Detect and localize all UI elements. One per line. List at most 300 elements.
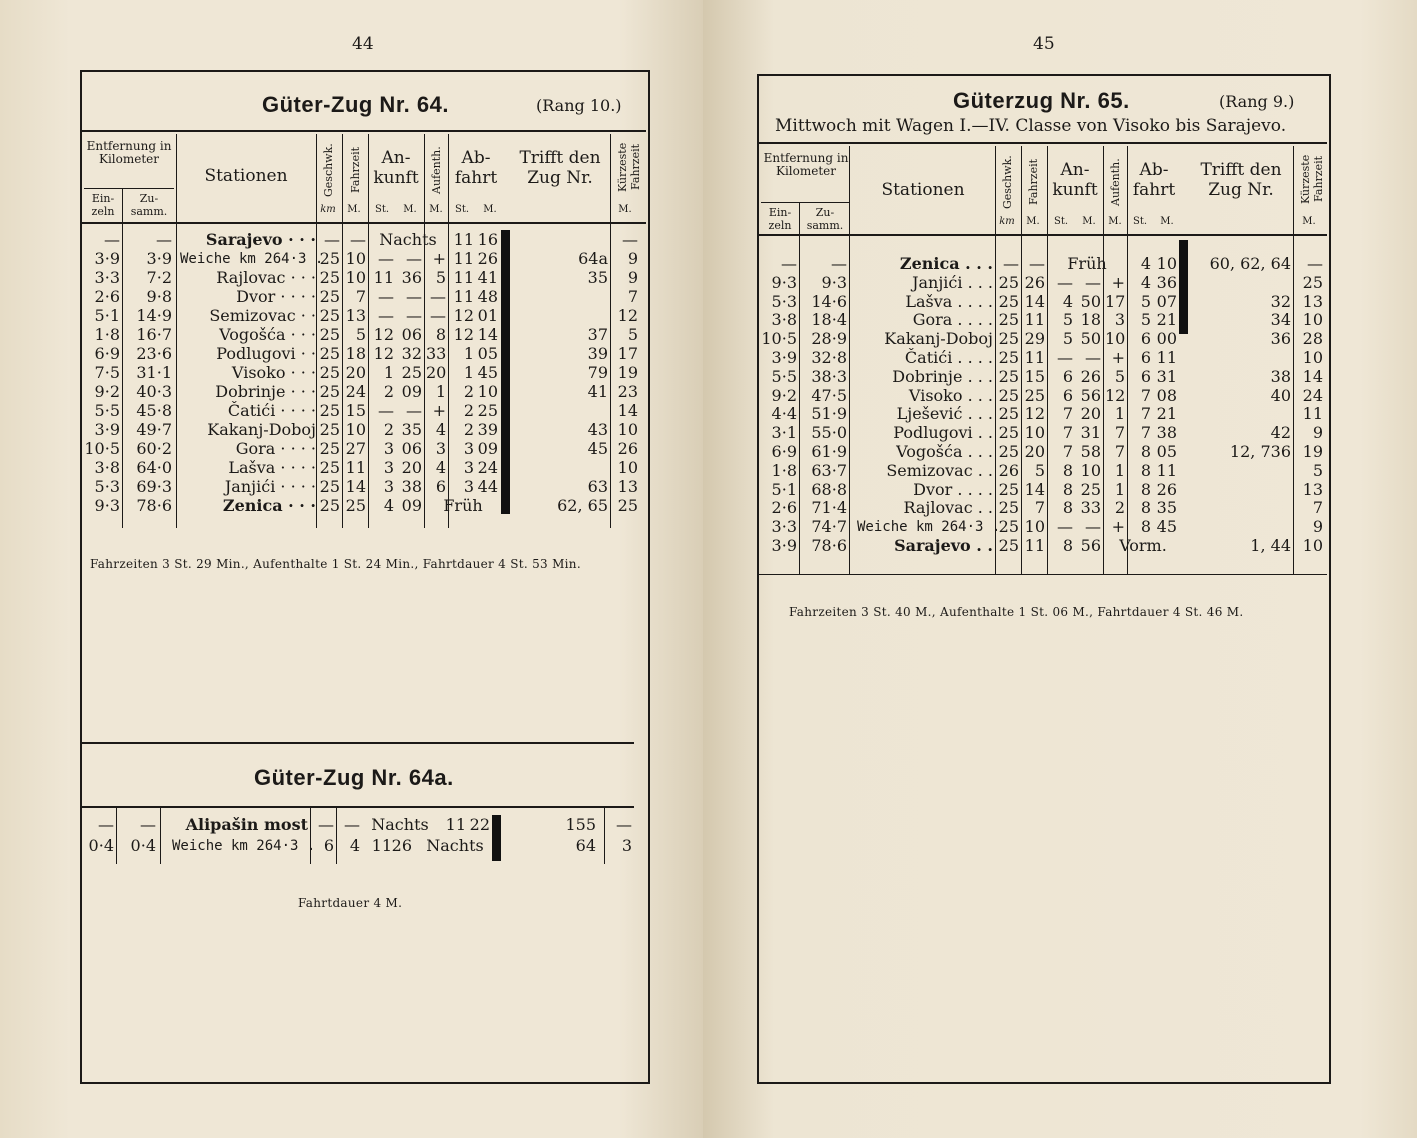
cell-zusamm: 51·9 (811, 404, 847, 424)
cell-geschwk: 25 (319, 306, 340, 325)
left-page (0, 0, 703, 1138)
cell-kuerzeste: 17 (617, 344, 638, 363)
cell-aufenth: 12 (1105, 385, 1126, 405)
cell-aufenth: 3 (435, 439, 446, 458)
cell-kuerzeste: 14 (617, 401, 638, 420)
cell-trifft: 45 (587, 439, 608, 458)
unit-st: St. (1053, 216, 1069, 227)
cell-zusamm: 45·8 (136, 401, 172, 420)
rule (761, 202, 849, 203)
cell-abfahrt-st: 5 (1140, 291, 1151, 311)
cell-aufenth: 1 (1114, 479, 1125, 499)
cell-kuerzeste: 9 (627, 268, 638, 287)
cell-ankunft-st: — (378, 401, 394, 420)
cell-ankunft-st: 4 (383, 496, 394, 515)
cell-abfahrt-st: 11 (453, 268, 474, 287)
cell-ankunft-st: 7 (1062, 404, 1073, 424)
cell-fahrzeit: 20 (345, 363, 366, 382)
cell-zusamm: 18·4 (811, 310, 847, 330)
rule (116, 808, 117, 864)
rule (122, 188, 123, 528)
cell-zusamm: 61·9 (811, 442, 847, 461)
cell-ankunft-st: 3 (383, 458, 394, 477)
cell-abfahrt-st: 3 (463, 477, 474, 496)
cell-zusamm: 7·2 (146, 268, 172, 287)
cell-ankunft-m: 25 (401, 363, 422, 382)
cell-trifft: 64a (578, 249, 608, 268)
cell-aufenth: Vorm. (1119, 536, 1167, 555)
cell-kuerzeste: 25 (617, 496, 638, 515)
cell-fahrzeit: 7 (355, 287, 366, 306)
cell-abfahrt-m: 45 (477, 363, 498, 382)
cell-einzeln: 6·9 (94, 344, 120, 363)
cell-zusamm: — (156, 230, 172, 249)
cell-aufenth: 7 (1114, 442, 1125, 461)
cell-ankunft-m: 26 (1080, 366, 1101, 386)
cell-zusamm: 78·6 (811, 536, 847, 555)
rule (759, 574, 1327, 575)
cell-ankunft-st: — (378, 249, 394, 268)
cell-ankunft-m: 06 (401, 325, 422, 344)
cell-aufenth: 20 (426, 363, 447, 382)
cell-geschwk: 25 (998, 479, 1019, 499)
cell-ankunft-m: 31 (1080, 423, 1101, 443)
unit-km: km (320, 204, 336, 215)
cell-fahrzeit: 7 (1034, 498, 1045, 518)
cell-abfahrt-m: 31 (1156, 366, 1177, 386)
cell-ankunft-m: — (406, 249, 422, 268)
cell-abfahrt-m: 07 (1156, 291, 1177, 311)
cell-kuerzeste: 5 (627, 325, 638, 344)
unit-m: M. (1082, 216, 1096, 227)
cell-fahrzeit: 18 (345, 344, 366, 363)
cell-ankunft-st: — (1057, 272, 1073, 292)
cell-zusamm: 63·7 (811, 460, 847, 480)
cell-ankunft-m: 09 (401, 382, 422, 401)
cell-abfahrt-st: 11 (445, 815, 466, 834)
cell-einzeln: 6·9 (771, 442, 797, 461)
cell-einzeln: 7·5 (94, 363, 120, 382)
cell-ankunft-m: 06 (401, 439, 422, 458)
cell-zusamm: 49·7 (136, 420, 172, 439)
cell-ankunft-st: 4 (1062, 291, 1073, 311)
cell-geschwk: 25 (998, 498, 1019, 518)
cell-geschwk: 25 (319, 287, 340, 306)
cell-abfahrt-m: 01 (477, 306, 498, 325)
cell-ankunft-st: 7 (1062, 442, 1073, 461)
cell-station: Kakanj-Doboj (207, 420, 316, 439)
rule (1127, 146, 1128, 574)
cell-abfahrt-m: 22 (469, 815, 490, 834)
cell-kuerzeste: 14 (1302, 366, 1323, 386)
cell-aufenth: 2 (1114, 498, 1125, 518)
cell-station: Weiche km 264·3 . (172, 838, 316, 854)
cell-abfahrt-m: 21 (1156, 310, 1177, 330)
cell-ankunft-m: 09 (401, 496, 422, 515)
cell-station: Čatići · · · · (227, 401, 316, 420)
cell-kuerzeste: — (1307, 254, 1323, 273)
cell-station: Sarajevo · · · (205, 230, 316, 249)
cell-abfahrt-m: 36 (1156, 272, 1177, 292)
header-ankunft: An-kunft (1052, 160, 1098, 200)
cell-station: Alipašin most (185, 815, 308, 834)
cell-zusamm: 32·8 (811, 348, 847, 367)
cell-station: Vogošća . . . (896, 442, 993, 461)
cell-ankunft-m: 50 (1080, 329, 1101, 349)
cell-kuerzeste: 10 (1302, 536, 1323, 555)
cell-abfahrt-m: 26 (1156, 479, 1177, 499)
cell-aufenth: 17 (1105, 291, 1126, 311)
rule (424, 134, 425, 528)
cell-abfahrt-m: 48 (477, 287, 498, 306)
rule (336, 808, 337, 864)
cell-abfahrt-m: 00 (1156, 329, 1177, 349)
cell-ankunft-st: 2 (383, 382, 394, 401)
cell-geschwk: 25 (319, 477, 340, 496)
cell-aufenth: Früh (443, 496, 483, 515)
unit-m: M. (347, 204, 361, 215)
header-zusamm: Zu-samm. (806, 206, 844, 232)
cell-einzeln: 5·5 (771, 366, 797, 386)
page-number-right: 45 (1033, 34, 1055, 54)
cell-abfahrt-st: 2 (463, 420, 474, 439)
header-kuerzeste: Kürzeste Fahrzeit (1299, 154, 1325, 204)
cell-ankunft-m: 38 (401, 477, 422, 496)
cell-ankunft-m: — (406, 401, 422, 420)
cell-aufenth: + (1111, 517, 1125, 537)
rule (316, 134, 317, 528)
cell-aufenth: + (1111, 348, 1125, 367)
cell-abfahrt-m: 25 (477, 401, 498, 420)
cell-station: Gora . . . . (912, 310, 993, 330)
unit-km: km (999, 216, 1015, 227)
cell-abfahrt-m: 11 (1156, 460, 1177, 480)
header-ankunft: An-kunft (373, 148, 419, 188)
cell-kuerzeste: 23 (617, 382, 638, 401)
cell-geschwk: 25 (998, 442, 1019, 461)
cell-station: Vogošća · · · (219, 325, 316, 344)
cell-ankunft-st: 3 (383, 439, 394, 458)
cell-zusamm: 74·7 (811, 517, 847, 537)
cell-ankunft-st: 8 (1062, 498, 1073, 518)
cell-fahrzeit: 27 (345, 439, 366, 458)
cell-einzeln: 1·8 (771, 460, 797, 480)
cell-fahrzeit: 29 (1024, 329, 1045, 349)
cell-ankunft-st: Nachts (379, 230, 437, 249)
cell-station: Lješević . . . (896, 404, 993, 424)
cell-zusamm: 71·4 (811, 498, 847, 518)
cell-einzeln: 9·2 (771, 385, 797, 405)
cell-einzeln: 5·1 (771, 479, 797, 499)
header-geschwk: Geschwk. (1001, 155, 1014, 209)
cell-ankunft-m: 26 (391, 836, 412, 855)
header-einzeln: Ein-zeln (91, 192, 115, 218)
cell-abfahrt-st: 5 (1140, 310, 1151, 330)
cell-geschwk: 25 (319, 439, 340, 458)
cell-einzeln: 3·9 (94, 420, 120, 439)
rule (448, 134, 449, 528)
cell-station: Čatići . . . . (904, 348, 993, 367)
cell-kuerzeste: 28 (1302, 329, 1323, 349)
cell-geschwk: 25 (319, 325, 340, 344)
cell-geschwk: 25 (998, 517, 1019, 537)
cell-abfahrt-st: 8 (1140, 479, 1151, 499)
cell-geschwk: 25 (998, 366, 1019, 386)
cell-trifft: 41 (587, 382, 608, 401)
cell-fahrzeit: 11 (1024, 310, 1045, 330)
cell-fahrzeit: 10 (345, 420, 366, 439)
header-abfahrt: Ab-fahrt (454, 148, 498, 188)
cell-ankunft-m: 36 (401, 268, 422, 287)
train-64-footer: Fahrzeiten 3 St. 29 Min., Aufenthalte 1 St. 24 Min., Fahrtdauer 4 St. 53 Min. (90, 557, 581, 571)
header-stationen: Stationen (204, 166, 288, 186)
cell-fahrzeit: 20 (1024, 442, 1045, 461)
train-64-rang: (Rang 10.) (536, 96, 622, 115)
cell-ankunft-m: 25 (1080, 479, 1101, 499)
cell-trifft: 1, 44 (1250, 536, 1291, 555)
cell-abfahrt-m: 10 (477, 382, 498, 401)
cell-geschwk: — (1003, 254, 1019, 273)
cell-einzeln: — (98, 815, 114, 834)
cell-abfahrt-st: 2 (463, 382, 474, 401)
cell-ankunft-m: 56 (1080, 385, 1101, 405)
cell-geschwk: 25 (998, 404, 1019, 424)
cell-kuerzeste: 10 (1302, 310, 1323, 330)
cell-trifft: 34 (1270, 310, 1291, 330)
cell-ankunft-st: 5 (1062, 310, 1073, 330)
cell-ankunft-m: 50 (1080, 291, 1101, 311)
cell-fahrzeit: — (350, 230, 366, 249)
cell-zusamm: 69·3 (136, 477, 172, 496)
cell-ankunft-st: 2 (383, 420, 394, 439)
cell-zusamm: 60·2 (136, 439, 172, 458)
cell-trifft: 62, 65 (557, 496, 608, 515)
cell-aufenth: 10 (1105, 329, 1126, 349)
cell-einzeln: 9·3 (771, 272, 797, 292)
rule (82, 742, 634, 744)
cell-abfahrt-m: 08 (1156, 385, 1177, 405)
cell-abfahrt-m: 38 (1156, 423, 1177, 443)
cell-ankunft-m: 10 (1080, 460, 1101, 480)
cell-geschwk: 25 (319, 496, 340, 515)
cell-aufenth: + (432, 249, 446, 268)
timetable-bar (1179, 240, 1188, 334)
cell-abfahrt-m: 41 (477, 268, 498, 287)
cell-fahrzeit: 26 (1024, 272, 1045, 292)
cell-zusamm: — (140, 815, 156, 834)
cell-einzeln: 2·6 (94, 287, 120, 306)
cell-trifft: 38 (1270, 366, 1291, 386)
cell-abfahrt-m: 24 (477, 458, 498, 477)
train-64-title: Güter-Zug Nr. 64. (262, 92, 449, 117)
cell-einzeln: 4·4 (771, 404, 797, 424)
cell-kuerzeste: 24 (1302, 385, 1323, 405)
cell-aufenth: 6 (435, 477, 446, 496)
cell-abfahrt-st: 1 (463, 344, 474, 363)
header-abfahrt: Ab-fahrt (1132, 160, 1176, 200)
cell-aufenth: Nachts (426, 836, 484, 855)
cell-abfahrt-st: 7 (1140, 423, 1151, 443)
cell-geschwk: 25 (998, 310, 1019, 330)
cell-fahrzeit: 13 (345, 306, 366, 325)
cell-ankunft-st: 1 (383, 363, 394, 382)
rule (160, 808, 161, 864)
cell-abfahrt-st: 8 (1140, 460, 1151, 480)
cell-zusamm: 38·3 (811, 366, 847, 386)
cell-station: Zenica . . . (899, 254, 993, 273)
cell-trifft: 32 (1270, 291, 1291, 311)
cell-einzeln: 5·3 (94, 477, 120, 496)
cell-einzeln: 10·5 (761, 329, 797, 349)
cell-zusamm: 47·5 (811, 385, 847, 405)
cell-trifft: 79 (587, 363, 608, 382)
cell-geschwk: — (324, 230, 340, 249)
cell-aufenth: 33 (426, 344, 447, 363)
cell-abfahrt-m: 45 (1156, 517, 1177, 537)
cell-kuerzeste: 19 (1302, 442, 1323, 461)
unit-m: M. (1302, 216, 1316, 227)
rule (1293, 146, 1294, 574)
cell-abfahrt-m: 35 (1156, 498, 1177, 518)
cell-trifft: 12, 736 (1229, 442, 1291, 461)
cell-einzeln: 9·2 (94, 382, 120, 401)
unit-st: St. (454, 204, 470, 215)
cell-kuerzeste: 13 (617, 477, 638, 496)
cell-fahrzeit: 25 (345, 496, 366, 515)
rule (759, 142, 1327, 144)
cell-geschwk: 25 (998, 423, 1019, 443)
cell-abfahrt-st: 4 (1140, 272, 1151, 292)
cell-trifft: 60, 62, 64 (1209, 254, 1291, 273)
cell-ankunft-m: 56 (1080, 536, 1101, 555)
cell-kuerzeste: 10 (617, 458, 638, 477)
cell-ankunft-m: — (1085, 272, 1101, 292)
rule (176, 134, 177, 528)
cell-geschwk: 25 (319, 401, 340, 420)
train-65-footer: Fahrzeiten 3 St. 40 M., Aufenthalte 1 St. 06 M., Fahrtdauer 4 St. 46 M. (789, 605, 1244, 619)
cell-station: Dobrinje . . . (892, 366, 993, 386)
cell-einzeln: 3·1 (771, 423, 797, 443)
cell-ankunft-st: 8 (1062, 536, 1073, 555)
right-page (703, 0, 1417, 1138)
rule (995, 146, 996, 574)
unit-m: M. (618, 204, 632, 215)
cell-station: Kakanj-Doboj (884, 329, 993, 349)
cell-aufenth: 1 (435, 382, 446, 401)
unit-st: St. (1132, 216, 1148, 227)
cell-trifft: 39 (587, 344, 608, 363)
cell-geschwk: 6 (323, 836, 334, 855)
cell-geschwk: 25 (998, 291, 1019, 311)
cell-trifft: 42 (1270, 423, 1291, 443)
cell-aufenth: 5 (1114, 366, 1125, 386)
cell-abfahrt-m: 44 (477, 477, 498, 496)
header-kuerzeste: Kürzeste Fahrzeit (616, 142, 642, 192)
cell-einzeln: 3·8 (771, 310, 797, 330)
cell-aufenth: 4 (435, 458, 446, 477)
cell-station: Semizovac . . (886, 460, 993, 480)
cell-station: Dobrinje · · · (215, 382, 316, 401)
cell-einzeln: 10·5 (84, 439, 120, 458)
header-entfernung: Entfernung in Kilometer (86, 139, 172, 166)
cell-station: Dvor . . . . (913, 479, 993, 499)
cell-einzeln: 3·3 (94, 268, 120, 287)
rule (1021, 146, 1022, 574)
cell-aufenth: 3 (1114, 310, 1125, 330)
header-geschwk: Geschwk. (322, 143, 335, 197)
cell-fahrzeit: — (1029, 254, 1045, 273)
cell-fahrzeit: 15 (1024, 366, 1045, 386)
cell-ankunft-m: 18 (1080, 310, 1101, 330)
cell-ankunft-m: 58 (1080, 442, 1101, 461)
cell-zusamm: 14·6 (811, 291, 847, 311)
unit-m: M. (1160, 216, 1174, 227)
cell-geschwk: 25 (319, 420, 340, 439)
cell-zusamm: — (831, 254, 847, 273)
cell-station: Weiche km 264·3 . (180, 251, 324, 267)
cell-station: Zenica · · · (222, 496, 316, 515)
cell-ankunft-st: 5 (1062, 329, 1073, 349)
cell-station: Gora · · · · (235, 439, 316, 458)
cell-abfahrt-m: 10 (1156, 254, 1177, 273)
cell-zusamm: 55·0 (811, 423, 847, 443)
cell-ankunft-st: 8 (1062, 460, 1073, 480)
cell-station: Janjići · · · · (224, 477, 316, 496)
cell-station: Sarajevo . . (894, 536, 993, 555)
cell-einzeln: 3·3 (771, 517, 797, 537)
unit-m: M. (1108, 216, 1122, 227)
cell-kuerzeste: 19 (617, 363, 638, 382)
cell-kuerzeste: 5 (1312, 460, 1323, 480)
cell-abfahrt-m: 11 (1156, 348, 1177, 367)
cell-abfahrt-m: 39 (477, 420, 498, 439)
rule (82, 222, 646, 224)
cell-station: Janjići . . . (912, 272, 993, 292)
cell-kuerzeste: 13 (1302, 291, 1323, 311)
header-einzeln: Ein-zeln (768, 206, 792, 232)
cell-geschwk: 25 (319, 268, 340, 287)
cell-ankunft-m: 33 (1080, 498, 1101, 518)
rule (310, 808, 311, 864)
cell-ankunft-m: — (1085, 348, 1101, 367)
cell-abfahrt-st: 6 (1140, 366, 1151, 386)
header-entfernung: Entfernung in Kilometer (763, 151, 849, 178)
cell-zusamm: 23·6 (136, 344, 172, 363)
cell-station: Podlugovi . . (893, 423, 993, 443)
rule (342, 134, 343, 528)
cell-geschwk: 25 (998, 348, 1019, 367)
cell-einzeln: — (104, 230, 120, 249)
cell-ankunft-m: — (1085, 517, 1101, 537)
cell-aufenth: 1 (1114, 460, 1125, 480)
cell-fahrzeit: 14 (1024, 291, 1045, 311)
cell-zusamm: 16·7 (136, 325, 172, 344)
cell-abfahrt-m: 14 (477, 325, 498, 344)
cell-station: Podlugovi · · (216, 344, 316, 363)
train-65-subtitle: Mittwoch mit Wagen I.—IV. Classe von Visoko bis Sarajevo. (775, 116, 1287, 136)
cell-abfahrt-st: 3 (463, 458, 474, 477)
cell-abfahrt-st: 2 (463, 401, 474, 420)
cell-geschwk: 25 (319, 363, 340, 382)
timetable-bar (492, 815, 501, 861)
cell-kuerzeste: 11 (1302, 404, 1323, 424)
cell-aufenth: + (1111, 272, 1125, 292)
cell-aufenth: — (430, 306, 446, 325)
cell-aufenth: 1 (1114, 404, 1125, 424)
unit-st: St. (374, 204, 390, 215)
cell-abfahrt-st: 7 (1140, 385, 1151, 405)
unit-m: M. (483, 204, 497, 215)
